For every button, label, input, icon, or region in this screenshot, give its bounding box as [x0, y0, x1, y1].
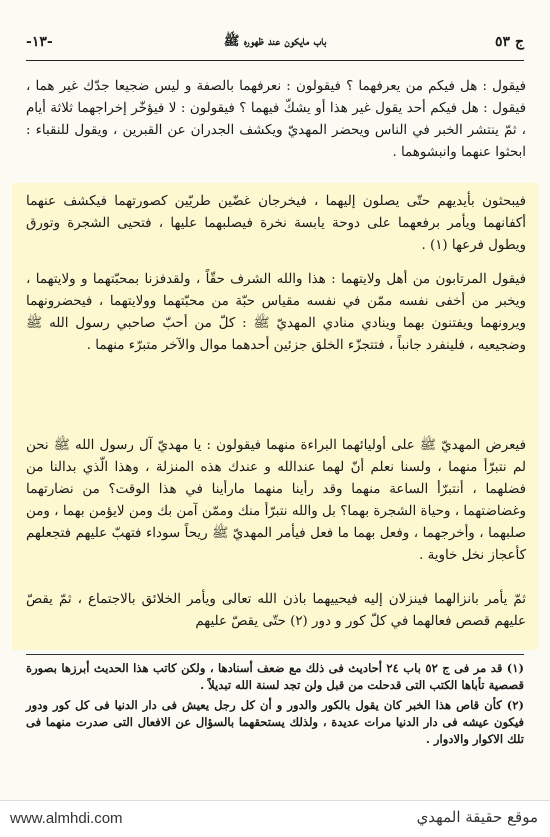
paragraph-2: فيبحثون بأيديهم حتّى يصلون إليهما ، فيخرجان غضّين طريّين كصورتهما فيكشف عنهما أكفانهما ويأمر برفعهما على دوحة يابسة نخرة فيصلبهما عليها ، فتحيى الشجرة وتورق ويطول فرعها (١) . [26, 194, 526, 253]
footnote-2: (٢) كأن قاص هذا الخبر كان يقول بالكور والدور و أن كل رجل يعيش فى دار الدنيا فى كل كور ودور فيكون عيشه فى دار الدنيا مرات عديدة ، ولذلك يستحقهما بالسؤال عن الافعال التى صدرت منهما فى تلك الاكوار والادوار . [26, 698, 524, 746]
header-divider [26, 60, 524, 61]
page-header [26, 30, 524, 54]
volume-label: ج ٥٣ [495, 34, 524, 50]
paragraph-5: ثمّ يأمر بانزالهما فينزلان إليه فيحييهما باذن الله تعالى ويأمر الخلائق بالاجتماع ، ثمّ يقصّ عليهم قصص فعالهما في كلّ كور و دور (٢) حتّى يقصّ عليهم [26, 592, 526, 629]
chapter-title: باب مايكون عند ظهوره ﷺ [223, 33, 327, 49]
site-name: موقع حقيقة المهدي [416, 808, 538, 826]
paragraph-1: فيقول : هل فيكم من يعرفهما ؟ فيقولون : نعرفهما بالصفة و ليس ضجيعا جدّك غير هما ، فيقول : هل فيكم أحد يقول غير هذا أو يشكّ فيهما ؟ فيقولون : لا فيؤخّر إخراجهما ثلاثة أيام ، ثمّ ينتشر الخبر في الناس ويحضر المهديّ ويكشف الجدران عن القبرين ، ويقول للنقباء : ابحثوا عنهما وانبشوهما . [26, 79, 526, 160]
paragraph-4: فيعرض المهديّ ﷺ على أوليائهما البراءة منهما فيقولون : يا مهديّ آل رسول الله ﷺ نحن لم نتبرّأ منهما ، ولسنا نعلم أنّ لهما عندالله و عندك هذه المنزلة ، وهذا الّذي بدالنا من فضلهما ، أنتبرّأ الساعة منهما وقد رأينا منهما مارأينا في هذا الوقت؟ من نضارتهما وغضاضتهما ، وحياة الشجرة بهما؟ بل والله نتبرّأ منك وممّن آمن بك ومن لايؤمن بهما ، ومن صلبهما ، وأخرجهما ، وفعل بهما ما فعل فيأمر المهديّ ﷺ ريحاً سوداء فتهبّ عليهم فتجعلهم كأعجاز نخل خاوية . [26, 438, 526, 563]
paragraph-3: فيقول المرتابون من أهل ولايتهما : هذا والله الشرف حقّاً ، ولقدفزنا بمحبّتهما و ولايتهما ، ويخبر من أخفى نفسه ممّن في نفسه مقياس حبّة من محبّتهما وولايتهما ، فيحضرونهما ويرونهما ويفتنون بهما وينادي منادي المهديّ ﷺ : كلّ من أحبّ صاحبي رسول الله ﷺ وضجيعيه ، فلينفرد جانباً ، فتتجزّء الخلق جزئين أحدهما موال والآخر متبرّء منهما . [26, 272, 526, 353]
site-url-link[interactable]: www.almhdi.com [10, 810, 123, 827]
page-number: -١٣- [26, 34, 53, 50]
footnote-divider [26, 654, 524, 655]
footnote-1: (١) قد مر فى ج ٥٢ باب ٢٤ أحاديث فى ذلك مع ضعف أسنادها ، ولكن كاتب هذا الحديث أبرزها بصورة قصصية تأباها الكتب التى قدحلت من قبل ولن تجد لسنة الله تبديلاً . [26, 661, 525, 692]
